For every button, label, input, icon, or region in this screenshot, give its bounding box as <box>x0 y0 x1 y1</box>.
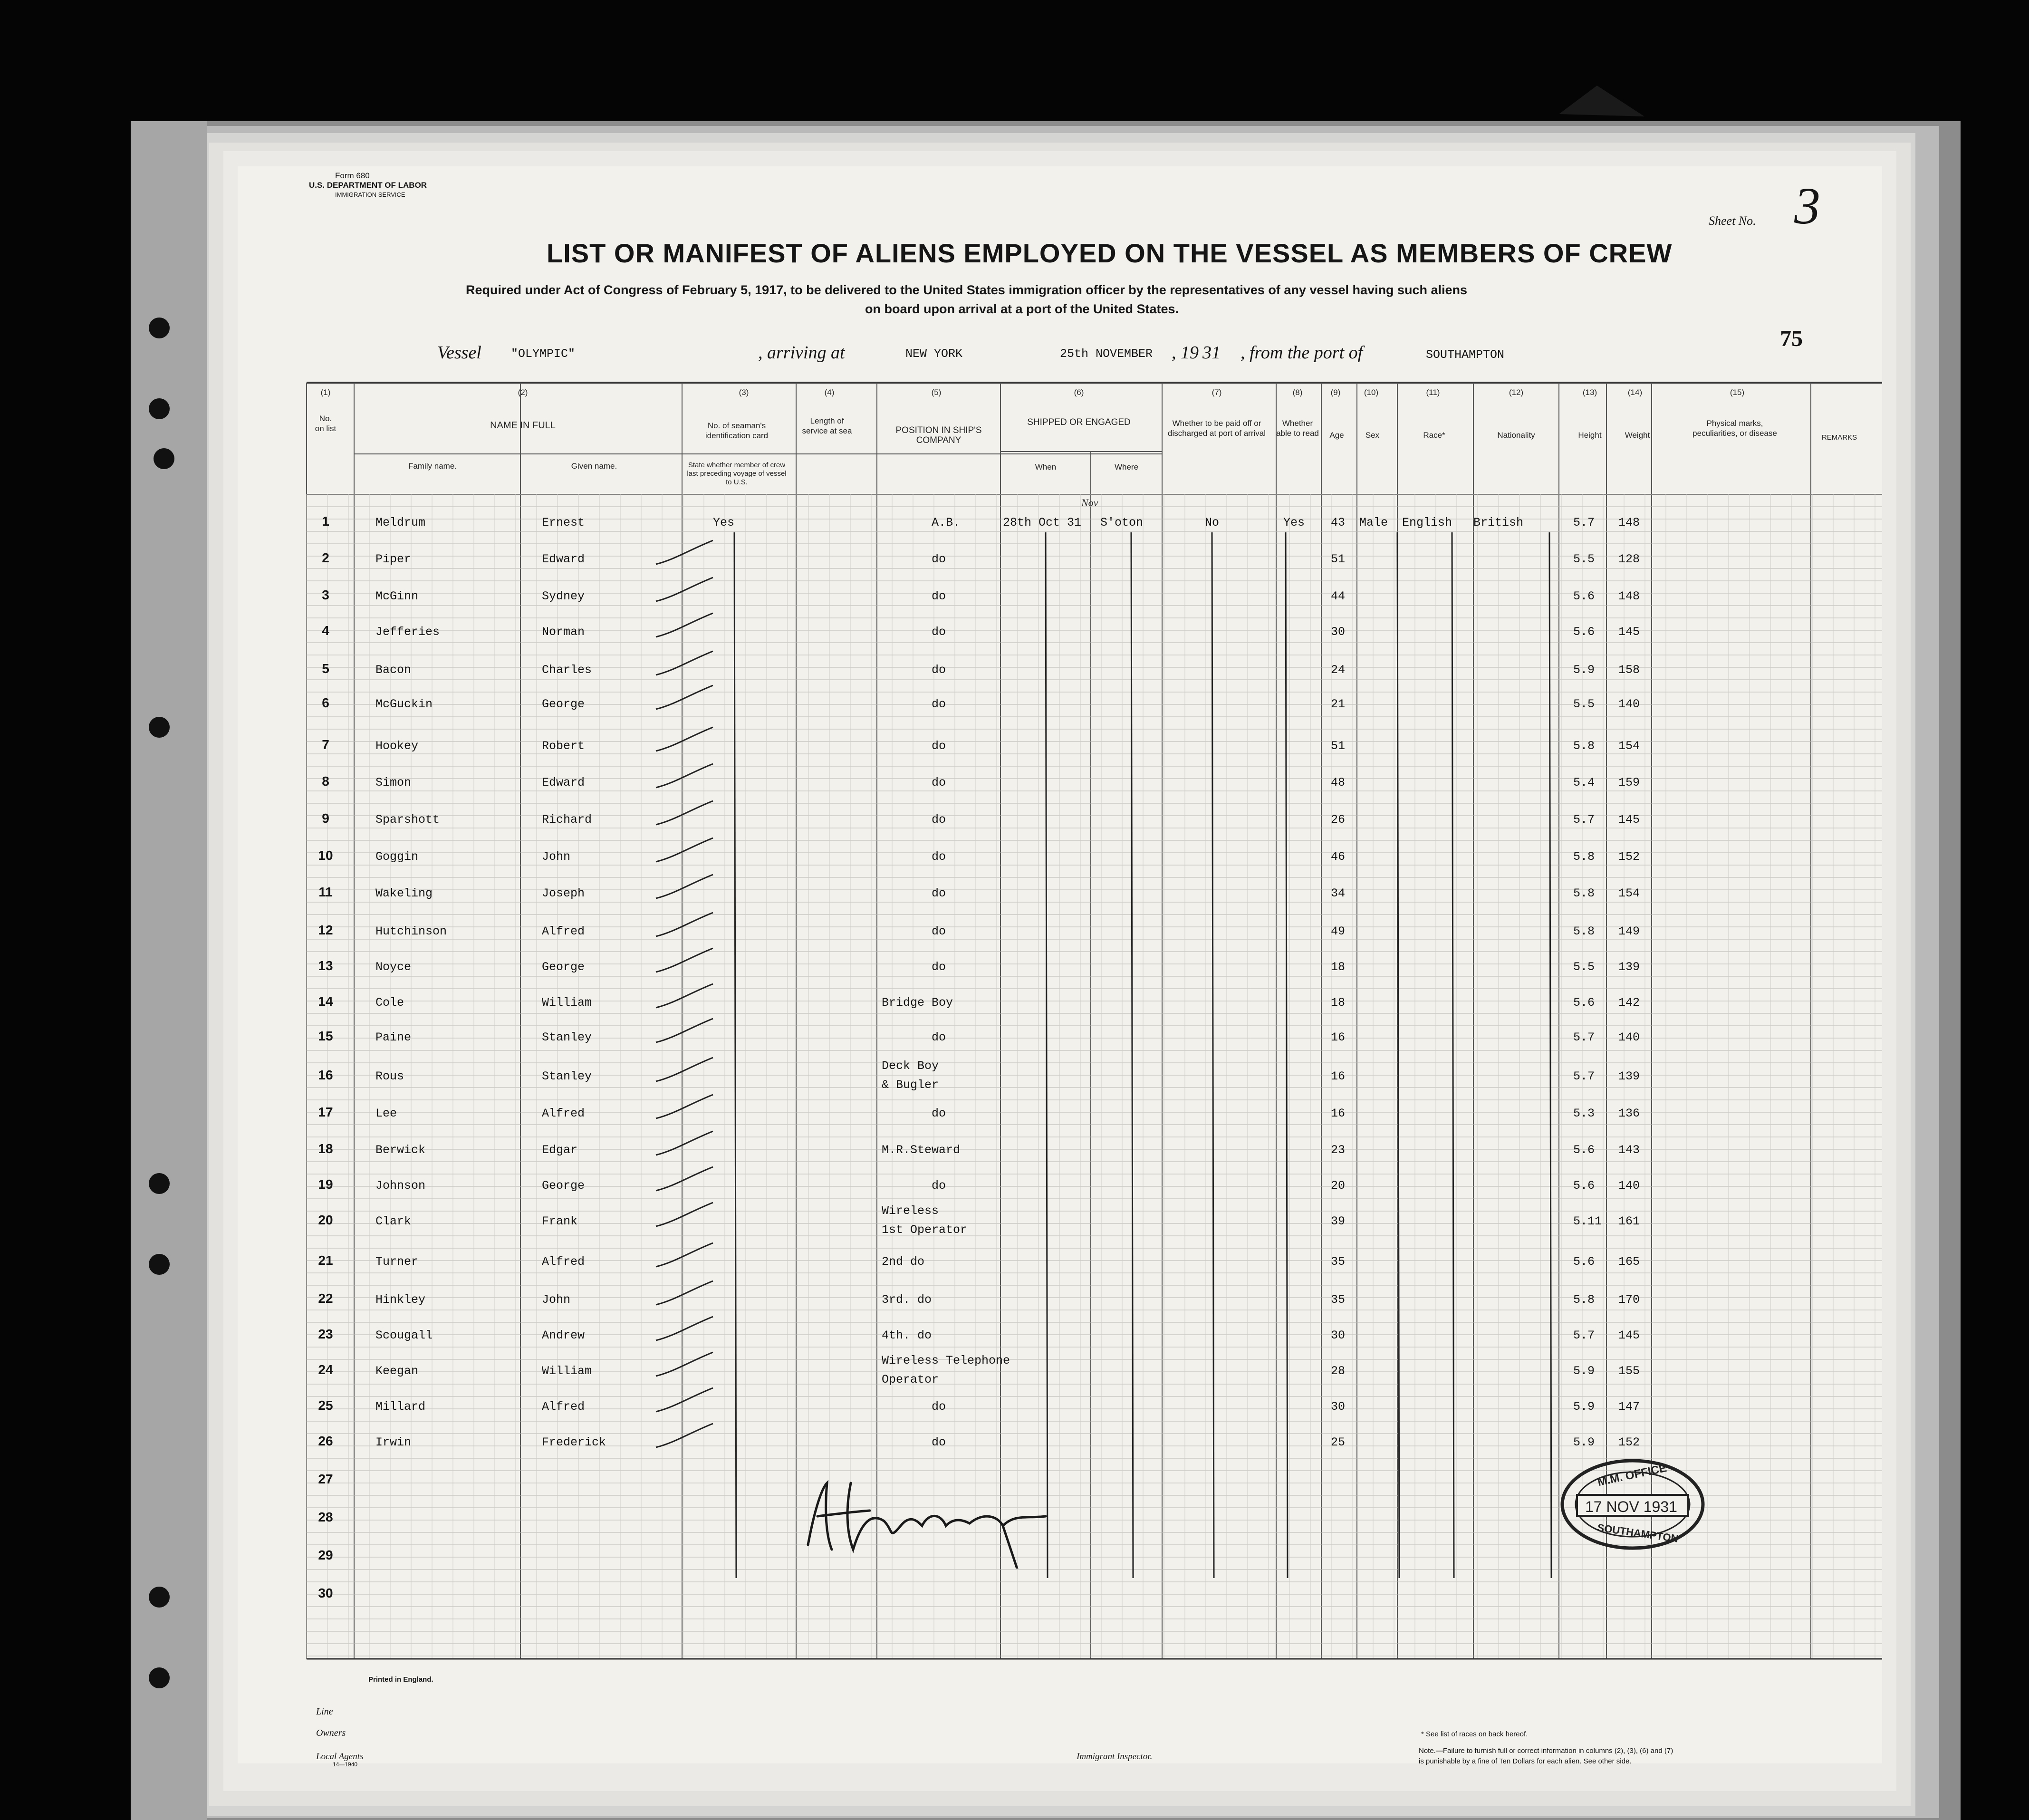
printed-in: Printed in England. <box>368 1676 433 1684</box>
cell-weight: 140 <box>1618 697 1640 711</box>
col12-header: Nationality <box>1497 431 1535 440</box>
cell-family: Johnson <box>375 1179 426 1193</box>
ditto-tick <box>656 1167 713 1191</box>
cell-family: Jefferies <box>375 625 440 639</box>
cell-weight: 170 <box>1618 1293 1640 1307</box>
cell-weight: 154 <box>1618 886 1640 900</box>
cell-position: do <box>932 776 946 790</box>
cell-age: 48 <box>1331 776 1346 790</box>
races-note: * See list of races on back hereof. <box>1421 1730 1528 1738</box>
cell-no: 21 <box>318 1253 333 1268</box>
cell-no: 8 <box>322 774 329 789</box>
cell-height: 5.8 <box>1573 739 1595 753</box>
cell-weight: 161 <box>1618 1214 1640 1228</box>
cell-no: 10 <box>318 848 333 863</box>
col12-num: (12) <box>1509 388 1524 397</box>
cell-given: Joseph <box>542 886 585 900</box>
ditto-tick <box>656 1131 713 1155</box>
vessel-name: "OLYMPIC" <box>511 347 576 361</box>
cell-position: do <box>932 850 946 864</box>
cell-age: 49 <box>1331 924 1346 938</box>
cell-position: do <box>932 1107 946 1120</box>
cell-age: 51 <box>1331 552 1346 566</box>
note-line-2: is punishable by a fine of Ten Dollars for each alien. See other side. <box>1419 1757 1632 1765</box>
col16-header: REMARKS <box>1821 433 1857 442</box>
cell-weight: 128 <box>1618 552 1640 566</box>
cell-weight: 139 <box>1618 960 1640 974</box>
cell-given: Alfred <box>542 1107 585 1120</box>
year-prefix: , 19 <box>1172 343 1199 363</box>
cell-family: Rous <box>375 1069 404 1083</box>
cell-weight: 139 <box>1618 1069 1640 1083</box>
stamp-top-text: M.M. OFFICE <box>1596 1461 1668 1489</box>
cell-family: McGinn <box>375 589 419 603</box>
col6a-header: When <box>1035 462 1057 472</box>
ditto-tick <box>656 685 713 709</box>
cell-when: 28th Oct 31 <box>1003 516 1082 530</box>
cell-weight: 149 <box>1618 924 1640 938</box>
ditto-tick <box>656 1352 713 1376</box>
cell-family: Scougall <box>375 1329 433 1342</box>
cell-given: Charles <box>542 663 592 677</box>
ditto-tick <box>656 1019 713 1042</box>
cell-age: 25 <box>1331 1435 1346 1449</box>
cell-weight: 159 <box>1618 776 1640 790</box>
ditto-tick <box>656 764 713 788</box>
cell-nationality: British <box>1473 516 1524 530</box>
ditto-tick <box>656 1058 713 1081</box>
cell-position: A.B. <box>932 516 961 530</box>
cell-height: 5.8 <box>1573 886 1595 900</box>
cell-height: 5.8 <box>1573 850 1595 864</box>
cell-age: 30 <box>1331 625 1346 639</box>
cell-paid-off: No <box>1205 516 1220 530</box>
service-label: IMMIGRATION SERVICE <box>335 191 405 198</box>
col4-header: Length of service at sea <box>802 416 852 435</box>
cell-family: Piper <box>375 552 412 566</box>
cell-given: William <box>542 1364 592 1378</box>
cell-position2: & Bugler <box>882 1078 939 1092</box>
cell-position: do <box>932 552 946 566</box>
cell-height: 5.9 <box>1573 1435 1595 1449</box>
cell-family: Hutchinson <box>375 924 447 938</box>
ditto-tick <box>656 1243 713 1267</box>
cell-position: do <box>932 1030 946 1044</box>
col8-num: (8) <box>1292 388 1303 397</box>
cell-no: 6 <box>322 695 329 710</box>
cell-given: Robert <box>542 739 585 753</box>
cell-position: Wireless Telephone <box>882 1354 1010 1367</box>
cell-age: 21 <box>1331 697 1346 711</box>
mm-office-stamp <box>1559 1457 1706 1552</box>
cell-height: 5.7 <box>1573 1329 1595 1342</box>
cell-height: 5.6 <box>1573 1255 1595 1269</box>
col10-num: (10) <box>1364 388 1379 397</box>
cell-height: 5.4 <box>1573 776 1595 790</box>
col6b-header: Where <box>1114 462 1139 472</box>
arriving-label: , arriving at <box>758 343 845 363</box>
footer-owners: Owners <box>316 1728 346 1738</box>
manifest-subtitle-1: Required under Act of Congress of February 5, 1917, to be delivered to the United States immigration officer by the representatives of any vessel having such aliens <box>466 283 1468 297</box>
vessel-label: Vessel <box>437 343 481 363</box>
cell-no: 2 <box>322 550 329 565</box>
cell-height: 5.7 <box>1573 1030 1595 1044</box>
department-label: U.S. DEPARTMENT OF LABOR <box>309 181 427 190</box>
cell-given: Edward <box>542 552 585 566</box>
cell-given: George <box>542 1179 585 1193</box>
cell-no: 25 <box>318 1398 333 1413</box>
col9-num: (9) <box>1330 388 1341 397</box>
arriving-port: NEW YORK <box>905 347 963 361</box>
cell-position: 4th. do <box>882 1329 932 1342</box>
col9-header: Age <box>1329 431 1344 440</box>
cell-height: 5.3 <box>1573 1107 1595 1120</box>
col3-num: (3) <box>739 388 749 397</box>
cell-no: 22 <box>318 1291 333 1306</box>
cell-position: do <box>932 1179 946 1193</box>
col3b-header: State whether member of crew last preceding voyage of vessel to U.S. <box>687 461 787 486</box>
cell-weight: 148 <box>1618 516 1640 530</box>
inspector-label: Immigrant Inspector. <box>1077 1752 1153 1762</box>
sheet-no-value: 3 <box>1794 177 1820 235</box>
cell-no: 18 <box>318 1141 333 1156</box>
ditto-tick <box>656 913 713 936</box>
cell-age: 44 <box>1331 589 1346 603</box>
cell-given: Sydney <box>542 589 585 603</box>
cell-given: John <box>542 1293 571 1307</box>
footer-agents: Local Agents <box>316 1752 364 1762</box>
cell-position: Wireless <box>882 1204 939 1218</box>
cell-no: 24 <box>318 1362 333 1377</box>
col1-header: No. on list <box>315 414 337 433</box>
cell-family: Paine <box>375 1030 412 1044</box>
cell-age: 46 <box>1331 850 1346 864</box>
cell-position: do <box>932 589 946 603</box>
col14-header: Weight <box>1625 431 1650 440</box>
col2-header: NAME IN FULL <box>490 420 556 431</box>
cell-height: 5.6 <box>1573 1179 1595 1193</box>
cell-weight: 155 <box>1618 1364 1640 1378</box>
cell-weight: 136 <box>1618 1107 1640 1120</box>
from-port: SOUTHAMPTON <box>1426 348 1505 362</box>
cell-given: Frederick <box>542 1435 606 1449</box>
cell-weight: 140 <box>1618 1030 1640 1044</box>
cell-height: 5.6 <box>1573 1143 1595 1157</box>
cell-position: 2nd do <box>882 1255 925 1269</box>
cell-height: 5.8 <box>1573 1293 1595 1307</box>
ditto-tick <box>656 1203 713 1226</box>
ditto-tick <box>656 838 713 862</box>
ditto-tick <box>656 875 713 898</box>
cell-position: do <box>932 739 946 753</box>
col15-num: (15) <box>1730 388 1745 397</box>
cell-no: 20 <box>318 1213 333 1227</box>
cell-age: 28 <box>1331 1364 1346 1378</box>
col6-num: (6) <box>1074 388 1084 397</box>
year-suffix: 31 <box>1202 343 1221 363</box>
cell-weight: 158 <box>1618 663 1640 677</box>
cell-family: Noyce <box>375 960 412 974</box>
cell-family: Turner <box>375 1255 419 1269</box>
cell-no: 5 <box>322 661 329 676</box>
cell-no: 26 <box>318 1434 333 1448</box>
cell-no: 23 <box>318 1327 333 1341</box>
col5-header: POSITION IN SHIP'S COMPANY <box>895 425 982 445</box>
col8-header: Whether able to read <box>1276 419 1319 438</box>
footer-line: Line <box>316 1706 333 1717</box>
cell-no: 12 <box>318 923 333 937</box>
cell-weight: 165 <box>1618 1255 1640 1269</box>
cell-given: George <box>542 960 585 974</box>
stamp-date: 17 NOV 1931 <box>1585 1498 1677 1515</box>
cell-no: 27 <box>318 1472 333 1486</box>
cell-family: Hinkley <box>375 1293 426 1307</box>
cell-given: Alfred <box>542 1400 585 1414</box>
cell-given: Norman <box>542 625 585 639</box>
cell-height: 5.7 <box>1573 516 1595 530</box>
inspector-signature <box>798 1469 1065 1569</box>
cell-no: 13 <box>318 958 333 973</box>
cell-position: do <box>932 663 946 677</box>
cell-family: McGuckin <box>375 697 433 711</box>
cell-weight: 145 <box>1618 1329 1640 1342</box>
ditto-tick <box>656 801 713 825</box>
cell-where: S'oton <box>1100 516 1144 530</box>
cell-no: 7 <box>322 737 329 752</box>
ditto-tick <box>656 1095 713 1118</box>
cell-age: 34 <box>1331 886 1346 900</box>
cell-age: 26 <box>1331 813 1346 827</box>
cell-age: 51 <box>1331 739 1346 753</box>
ditto-tick <box>656 1317 713 1340</box>
cell-height: 5.6 <box>1573 589 1595 603</box>
cell-weight: 147 <box>1618 1400 1640 1414</box>
cell-position: do <box>932 625 946 639</box>
cell-age: 30 <box>1331 1400 1346 1414</box>
col6-header: SHIPPED OR ENGAGED <box>1027 417 1131 427</box>
cell-given: John <box>542 850 571 864</box>
cell-no: 28 <box>318 1510 333 1524</box>
cell-given: Frank <box>542 1214 578 1228</box>
cell-family: Keegan <box>375 1364 419 1378</box>
ditto-tick <box>656 613 713 637</box>
cell-family: Irwin <box>375 1435 412 1449</box>
col7-header: Whether to be paid off or discharged at port of arrival <box>1168 419 1266 438</box>
cell-height: 5.7 <box>1573 813 1595 827</box>
cell-race: English <box>1402 516 1452 530</box>
cell-no: 4 <box>322 623 329 638</box>
cell-age: 16 <box>1331 1107 1346 1120</box>
cell-given: Stanley <box>542 1069 592 1083</box>
cell-family: Wakeling <box>375 886 433 900</box>
cell-position: do <box>932 886 946 900</box>
footer-code: 14—1940 <box>333 1761 358 1768</box>
cell-position2: Operator <box>882 1373 939 1387</box>
col2b-header: Given name. <box>571 462 617 471</box>
cell-age: 35 <box>1331 1255 1346 1269</box>
cell-given: Ernest <box>542 516 585 530</box>
cell-age: 23 <box>1331 1143 1346 1157</box>
col11-header: Race* <box>1423 431 1445 440</box>
col15-header: Physical marks, peculiarities, or disease <box>1692 419 1777 438</box>
cell-family: Cole <box>375 996 404 1010</box>
cell-height: 5.9 <box>1573 1364 1595 1378</box>
cell-given: Edgar <box>542 1143 578 1157</box>
cell-family: Goggin <box>375 850 419 864</box>
cell-family: Hookey <box>375 739 419 753</box>
col13-header: Height <box>1578 431 1602 440</box>
stamp-bottom-text: SOUTHAMPTON <box>1596 1521 1679 1545</box>
col4-num: (4) <box>824 388 835 397</box>
cell-height: 5.8 <box>1573 924 1595 938</box>
cell-age: 16 <box>1331 1030 1346 1044</box>
cell-weight: 140 <box>1618 1179 1640 1193</box>
cell-weight: 142 <box>1618 996 1640 1010</box>
ditto-tick <box>656 727 713 751</box>
cell-no: 11 <box>318 885 333 899</box>
cell-weight: 145 <box>1618 813 1640 827</box>
cell-position: Bridge Boy <box>882 996 953 1010</box>
cell-position: do <box>932 1400 946 1414</box>
cell-age: 18 <box>1331 960 1346 974</box>
form-number: Form 680 <box>335 171 370 180</box>
sheet-no-label: Sheet No. <box>1709 214 1756 228</box>
cell-given: Alfred <box>542 924 585 938</box>
cell-position: do <box>932 697 946 711</box>
manifest-subtitle-2: on board upon arrival at a port of the United States. <box>865 302 1179 316</box>
from-port-label: , from the port of <box>1240 343 1363 363</box>
col2-num: (2) <box>518 388 528 397</box>
col7-num: (7) <box>1212 388 1222 397</box>
manifest-sheet <box>238 166 1882 1768</box>
cell-height: 5.11 <box>1573 1214 1602 1228</box>
manifest-title: LIST OR MANIFEST OF ALIENS EMPLOYED ON THE VESSEL AS MEMBERS OF CREW <box>547 238 1673 268</box>
ditto-tick <box>656 984 713 1008</box>
cell-age: 35 <box>1331 1293 1346 1307</box>
col5-num: (5) <box>931 388 942 397</box>
cell-no: 9 <box>322 811 329 826</box>
cell-age: 39 <box>1331 1214 1346 1228</box>
cell-family: Millard <box>375 1400 426 1414</box>
cell-read: Yes <box>1283 516 1305 530</box>
cell-position: do <box>932 924 946 938</box>
cell-no: 30 <box>318 1586 333 1600</box>
cell-given: Edward <box>542 776 585 790</box>
cell-family: Lee <box>375 1107 397 1120</box>
cell-weight: 154 <box>1618 739 1640 753</box>
cell-no: 19 <box>318 1177 333 1192</box>
cell-age: 43 <box>1331 516 1346 530</box>
col11-num: (11) <box>1426 388 1440 397</box>
cell-height: 5.6 <box>1573 625 1595 639</box>
col1-num: (1) <box>320 388 331 397</box>
cell-age: 18 <box>1331 996 1346 1010</box>
cell-family: Sparshott <box>375 813 440 827</box>
cell-height: 5.5 <box>1573 697 1595 711</box>
note-line-1: Note.—Failure to furnish full or correct information in columns (2), (3), (6) and (7) <box>1419 1747 1673 1755</box>
cell-given: Richard <box>542 813 592 827</box>
cell-position: do <box>932 813 946 827</box>
cell-no: 15 <box>318 1029 333 1043</box>
cell-weight: 143 <box>1618 1143 1640 1157</box>
col13-num: (13) <box>1582 388 1597 397</box>
cell-position2: 1st Operator <box>882 1223 968 1237</box>
col10-header: Sex <box>1365 431 1380 440</box>
ditto-tick <box>656 1388 713 1412</box>
cell-no: 14 <box>318 994 333 1009</box>
cell-family: Berwick <box>375 1143 426 1157</box>
cell-age: 24 <box>1331 663 1346 677</box>
cell-age: 30 <box>1331 1329 1346 1342</box>
col2a-header: Family name. <box>408 462 457 471</box>
cell-sex: Male <box>1359 516 1388 530</box>
cell-position: do <box>932 1435 946 1449</box>
cell-given: Alfred <box>542 1255 585 1269</box>
cell-height: 5.5 <box>1573 960 1595 974</box>
ditto-tick <box>656 1424 713 1447</box>
col3-header: No. of seaman's identification card <box>705 421 769 440</box>
cell-family: Clark <box>375 1214 412 1228</box>
cell-given: George <box>542 697 585 711</box>
cell-age: 20 <box>1331 1179 1346 1193</box>
cell-weight: 152 <box>1618 850 1640 864</box>
cell-no: 29 <box>318 1548 333 1562</box>
cell-no: 1 <box>322 514 329 529</box>
cell-position: Deck Boy <box>882 1059 939 1073</box>
when-annotation: Nov <box>1081 497 1098 509</box>
cell-position: do <box>932 960 946 974</box>
ditto-tick <box>656 1281 713 1305</box>
cell-weight: 152 <box>1618 1435 1640 1449</box>
cell-no: 16 <box>318 1068 333 1082</box>
cell-age: 16 <box>1331 1069 1346 1083</box>
cell-position: M.R.Steward <box>882 1143 961 1157</box>
cell-height: 5.7 <box>1573 1069 1595 1083</box>
cell-height: 5.6 <box>1573 996 1595 1010</box>
cell-no: 3 <box>322 587 329 602</box>
cell-given: Stanley <box>542 1030 592 1044</box>
page-mark: 75 <box>1780 326 1803 351</box>
cell-weight: 145 <box>1618 625 1640 639</box>
cell-family: Meldrum <box>375 516 426 530</box>
col14-num: (14) <box>1627 388 1643 397</box>
cell-family: Bacon <box>375 663 412 677</box>
cell-weight: 148 <box>1618 589 1640 603</box>
cell-card: Yes <box>713 516 735 530</box>
cell-height: 5.5 <box>1573 552 1595 566</box>
cell-position: 3rd. do <box>882 1293 932 1307</box>
cell-given: Andrew <box>542 1329 585 1342</box>
arrival-day: 25th NOVEMBER <box>1060 347 1153 361</box>
cell-height: 5.9 <box>1573 1400 1595 1414</box>
cell-given: William <box>542 996 592 1010</box>
cell-no: 17 <box>318 1105 333 1119</box>
cell-family: Simon <box>375 776 412 790</box>
cell-height: 5.9 <box>1573 663 1595 677</box>
